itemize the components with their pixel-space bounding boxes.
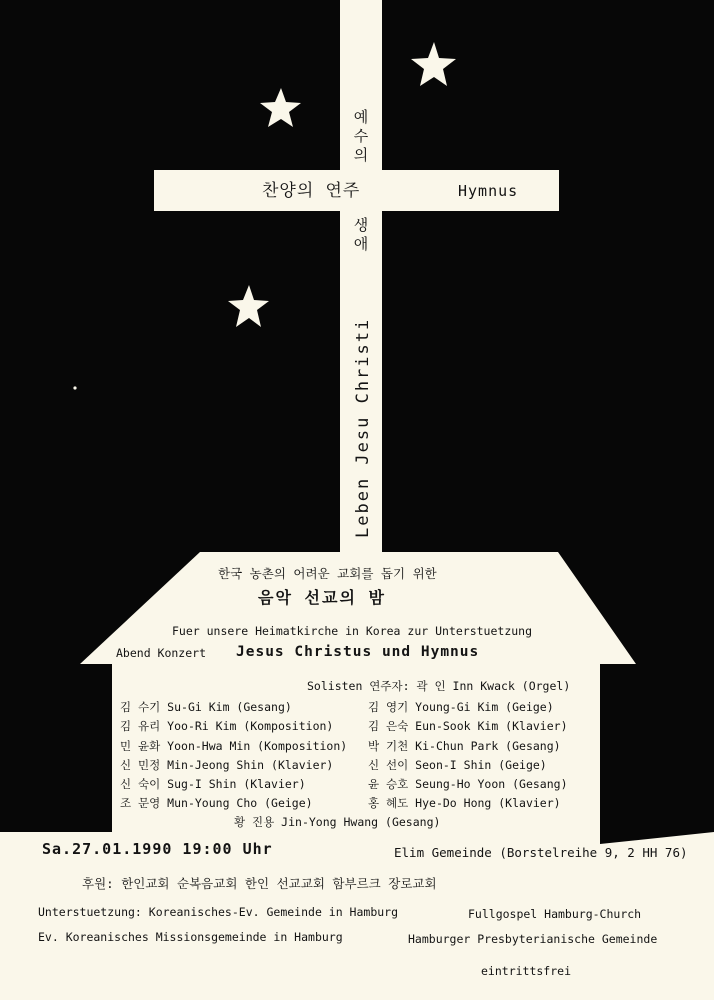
header-title-korean: 음악 선교의 밤 xyxy=(258,588,387,607)
concert-prefix: Abend Konzert xyxy=(116,646,207,660)
soloist-right: 김 영기 Young-Gi Kim (Geige) xyxy=(368,700,554,714)
cross-vertical-bottom-text xyxy=(346,216,376,254)
vertical-char: 애 xyxy=(353,235,369,253)
soloist-right: 신 선이 Seon-I Shin (Geige) xyxy=(368,758,547,772)
soloist-left: 신 숙이 Sug-I Shin (Klavier) xyxy=(120,777,306,791)
support-label: Unterstuetzung: Koreanisches-Ev. Gemeinde in Hamburg xyxy=(38,905,399,919)
admission: eintrittsfrei xyxy=(481,964,572,978)
support-row2-left: Ev. Koreanisches Missionsgemeinde in Hamburg xyxy=(38,930,343,944)
vertical-char: 예 xyxy=(353,108,369,126)
soloists-heading: Solisten 연주자: 곽 인 Inn Kwack (Orgel) xyxy=(307,679,571,693)
soloist-right: 박 기천 Ki-Chun Park (Gesang) xyxy=(368,739,561,753)
event-venue: Elim Gemeinde (Borstelreihe 9, 2 HH 76) xyxy=(394,845,688,860)
event-datetime: Sa.27.01.1990 19:00 Uhr xyxy=(42,840,273,858)
soloist-left: 김 수기 Su-Gi Kim (Gesang) xyxy=(120,700,292,714)
cross-vertical-latin: Leben Jesu Christi xyxy=(353,317,373,538)
soloist-right: 윤 승호 Seung-Ho Yoon (Gesang) xyxy=(368,777,568,791)
cross-vertical-top-text xyxy=(346,108,376,165)
sponsors-korean: 후원: 한인교회 순복음교회 한인 선교교회 함부르크 장로교회 xyxy=(82,876,437,891)
small-star-dot xyxy=(73,386,76,389)
cross-bar-korean: 찬양의 연주 xyxy=(262,181,361,201)
soloist-right: 홍 혜도 Hye-Do Hong (Klavier) xyxy=(368,796,561,810)
vertical-char: 생 xyxy=(353,216,369,234)
vertical-char: 의 xyxy=(353,146,369,164)
soloist-left: 민 윤화 Yoon-Hwa Min (Komposition) xyxy=(120,739,348,753)
soloist-left: 신 민정 Min-Jeong Shin (Klavier) xyxy=(120,758,334,772)
soloist-last: 황 진용 Jin-Yong Hwang (Gesang) xyxy=(234,815,441,829)
concert-title: Jesus Christus und Hymnus xyxy=(236,644,480,660)
soloist-left: 조 문영 Mun-Young Cho (Geige) xyxy=(120,796,313,810)
header-line-german: Fuer unsere Heimatkirche in Korea zur Unterstuetzung xyxy=(172,624,533,638)
vertical-char: 수 xyxy=(353,127,369,145)
soloist-right: 김 은숙 Eun-Sook Kim (Klavier) xyxy=(368,719,568,733)
support-row2-right: Hamburger Presbyterianische Gemeinde xyxy=(408,932,658,946)
soloist-left: 김 유리 Yoo-Ri Kim (Komposition) xyxy=(120,719,334,733)
support-right: Fullgospel Hamburg-Church xyxy=(468,907,642,921)
header-line-korean: 한국 농촌의 어려운 교회를 돕기 위한 xyxy=(218,566,437,581)
cross-bar-latin: Hymnus xyxy=(458,182,519,200)
